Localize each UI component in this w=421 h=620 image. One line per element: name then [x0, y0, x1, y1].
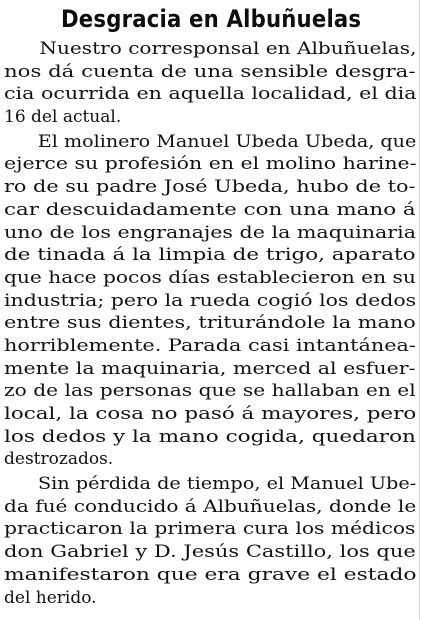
text-line: local, la cosa no pasó á mayores, pero	[4, 404, 417, 424]
text-line: ro de su padre José Ubeda, hubo de to-	[4, 177, 416, 198]
column-rule	[419, 0, 420, 620]
text-line: los dedos y la mano cogida, quedaron	[4, 426, 416, 447]
text-line: horriblemente. Parada casi intantánea-	[4, 335, 416, 356]
text-line: El molinero Manuel Ubeda Ubeda, que	[37, 131, 417, 152]
text-line: mente la maquinaria, merced al esfuer-	[4, 358, 416, 379]
text-line: car descuidadamente con una mano á	[4, 199, 416, 220]
text-line: ejerce su profesión en el molino harine-	[4, 154, 417, 175]
text-line: don Gabriel y D. Jesús Castillo, los que	[4, 542, 416, 563]
text-line: zo de las personas que se hallaban en el	[4, 381, 416, 402]
text-line: Nuestro corresponsal en Albuñuelas,	[39, 39, 417, 59]
article-body	[4, 38, 416, 609]
text-line: que hace pocos días establecieron en su	[4, 267, 416, 288]
text-line: manifestaron que era grave el estado	[4, 564, 417, 585]
text-line: uno de los engranajes de la maquinaria	[4, 222, 417, 243]
article-headline: Desgracia en Albuñuelas	[60, 5, 361, 33]
text-line: destrozados.	[4, 449, 114, 470]
text-line: practicaron la primera cura los médicos	[4, 519, 416, 540]
text-line: da fué conducido á Albuñuelas, donde le	[4, 496, 417, 517]
text-line: 16 del actual.	[4, 107, 122, 128]
paragraph-2	[4, 131, 416, 471]
text-line: industria; pero la rueda cogió los dedos	[4, 290, 417, 311]
paragraph-3	[4, 473, 416, 609]
text-line: entre sus dientes, triturándole la mano	[4, 313, 416, 334]
text-line: del herido.	[4, 587, 97, 608]
text-line: de tinada á la limpia de trigo, aparato	[4, 245, 416, 266]
text-line: Sin pérdida de tiempo, el Manuel Ube-	[37, 474, 417, 495]
text-line: nos dá cuenta de una sensible desgra-	[4, 61, 416, 82]
paragraph-1	[4, 38, 416, 129]
text-line: cia ocurrida en aquella localidad, el dia	[4, 84, 417, 105]
